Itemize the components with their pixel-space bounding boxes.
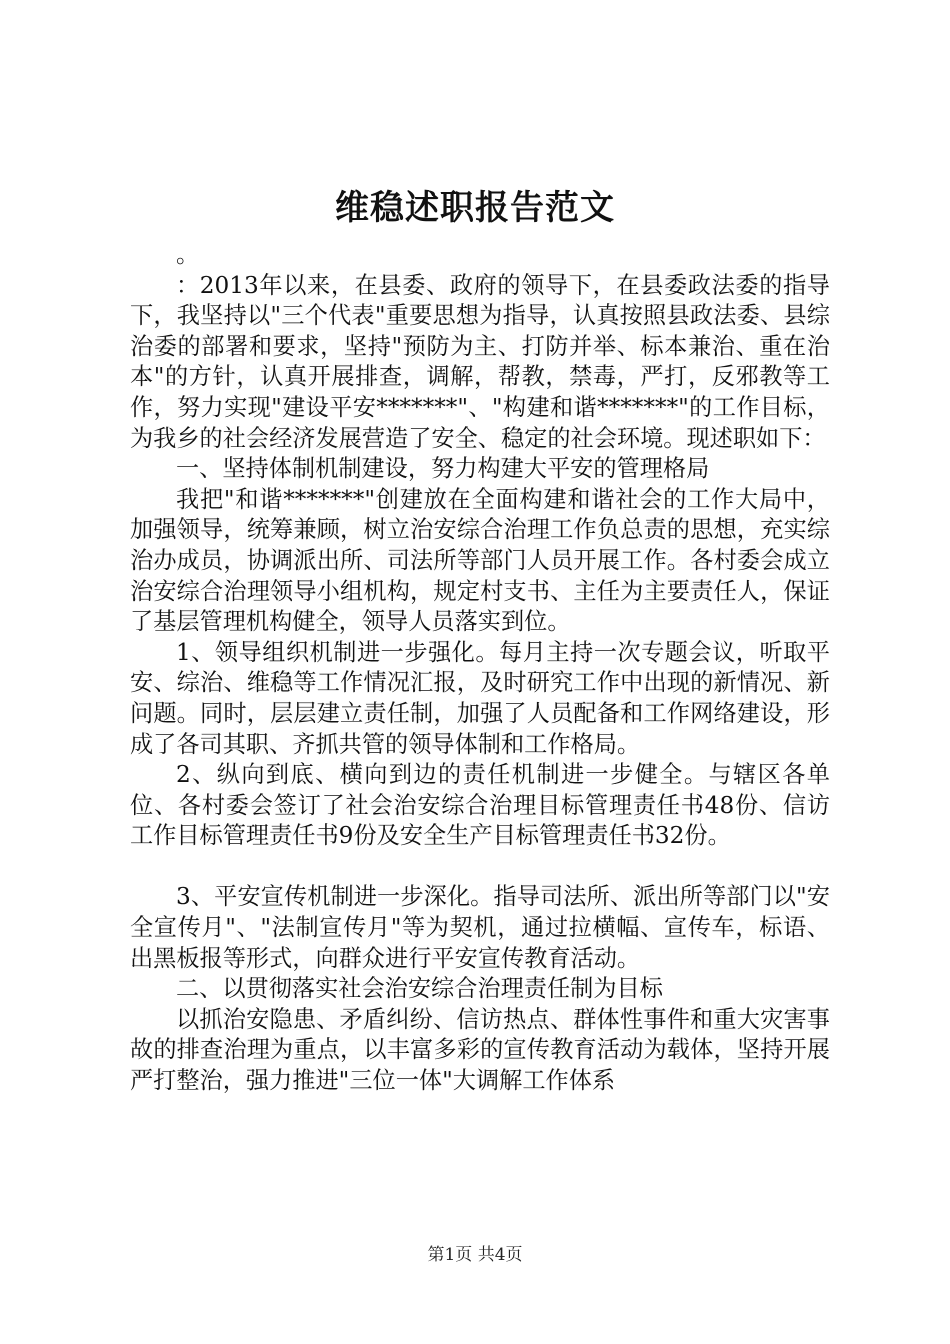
document-title: 维稳述职报告范文 bbox=[335, 188, 615, 228]
page-footer: 第1页 共4页 bbox=[427, 1245, 523, 1265]
paragraph-section-2: 以抓治安隐患、矛盾纠纷、信访热点、群体性事件和重大灾害事故的排查治理为重点，以丰富多彩的宣传教育活动为载体，坚持开展严打整治，强力推进"三位一体"大调解工作体系 bbox=[130, 1005, 830, 1095]
paragraph-opening-mark: 。 bbox=[176, 241, 200, 268]
paragraph-item-3: 3、平安宣传机制进一步深化。指导司法所、派出所等部门以"安全宣传月"、"法制宣传月"等为契机，通过拉横幅、宣传车，标语、出黑板报等形式，向群众进行平安宣传教育活动。 bbox=[130, 883, 830, 972]
document-body bbox=[130, 240, 830, 1097]
paragraph-section-1: 我把"和谐*******"创建放在全面构建和谐社会的工作大局中，加强领导，统筹兼顾，树立治安综合治理工作负总责的思想，充实综治办成员，协调派出所、司法所等部门人员开展工作。各村委会成立治安综合治理领导小组机构，规定村支书、主任为主要责任人，保证了基层管理机构健全，领导人员落实到位。 bbox=[130, 485, 830, 636]
section-heading-2: 二、以贯彻落实社会治安综合治理责任制为目标 bbox=[176, 975, 663, 1003]
paragraph-item-2: 2、纵向到底、横向到边的责任机制进一步健全。与辖区各单位、各村委会签订了社会治安综合治理目标管理责任书48份、信访工作目标管理责任书9份及安全生产目标管理责任书32份。 bbox=[130, 761, 830, 850]
paragraph-spacer bbox=[130, 852, 830, 883]
section-heading-1: 一、坚持体制机制建设，努力构建大平安的管理格局 bbox=[176, 455, 710, 483]
paragraph-item-1: 1、领导组织机制进一步强化。每月主持一次专题会议，听取平安、综治、维稳等工作情况汇报，及时研究工作中出现的新情况、新问题。同时，层层建立责任制，加强了人员配备和工作网络建设，形成了各司其职、齐抓共管的领导体制和工作格局。 bbox=[130, 638, 830, 758]
paragraph-introduction: ：2013年以来，在县委、政府的领导下，在县委政法委的指导下，我坚持以"三个代表"重要思想为指导，认真按照县政法委、县综治委的部署和要求，坚持"预防为主、打防并举、标本兼治、重在治本"的方针，认真开展排查，调解，帮教，禁毒，严打，反邪教等工作，努力实现"建设平安*******"、"构建和谐*******"的工作目标，为我乡的社会经济发展营造了安全、稳定的社会环境。现述职如下： bbox=[130, 271, 830, 452]
